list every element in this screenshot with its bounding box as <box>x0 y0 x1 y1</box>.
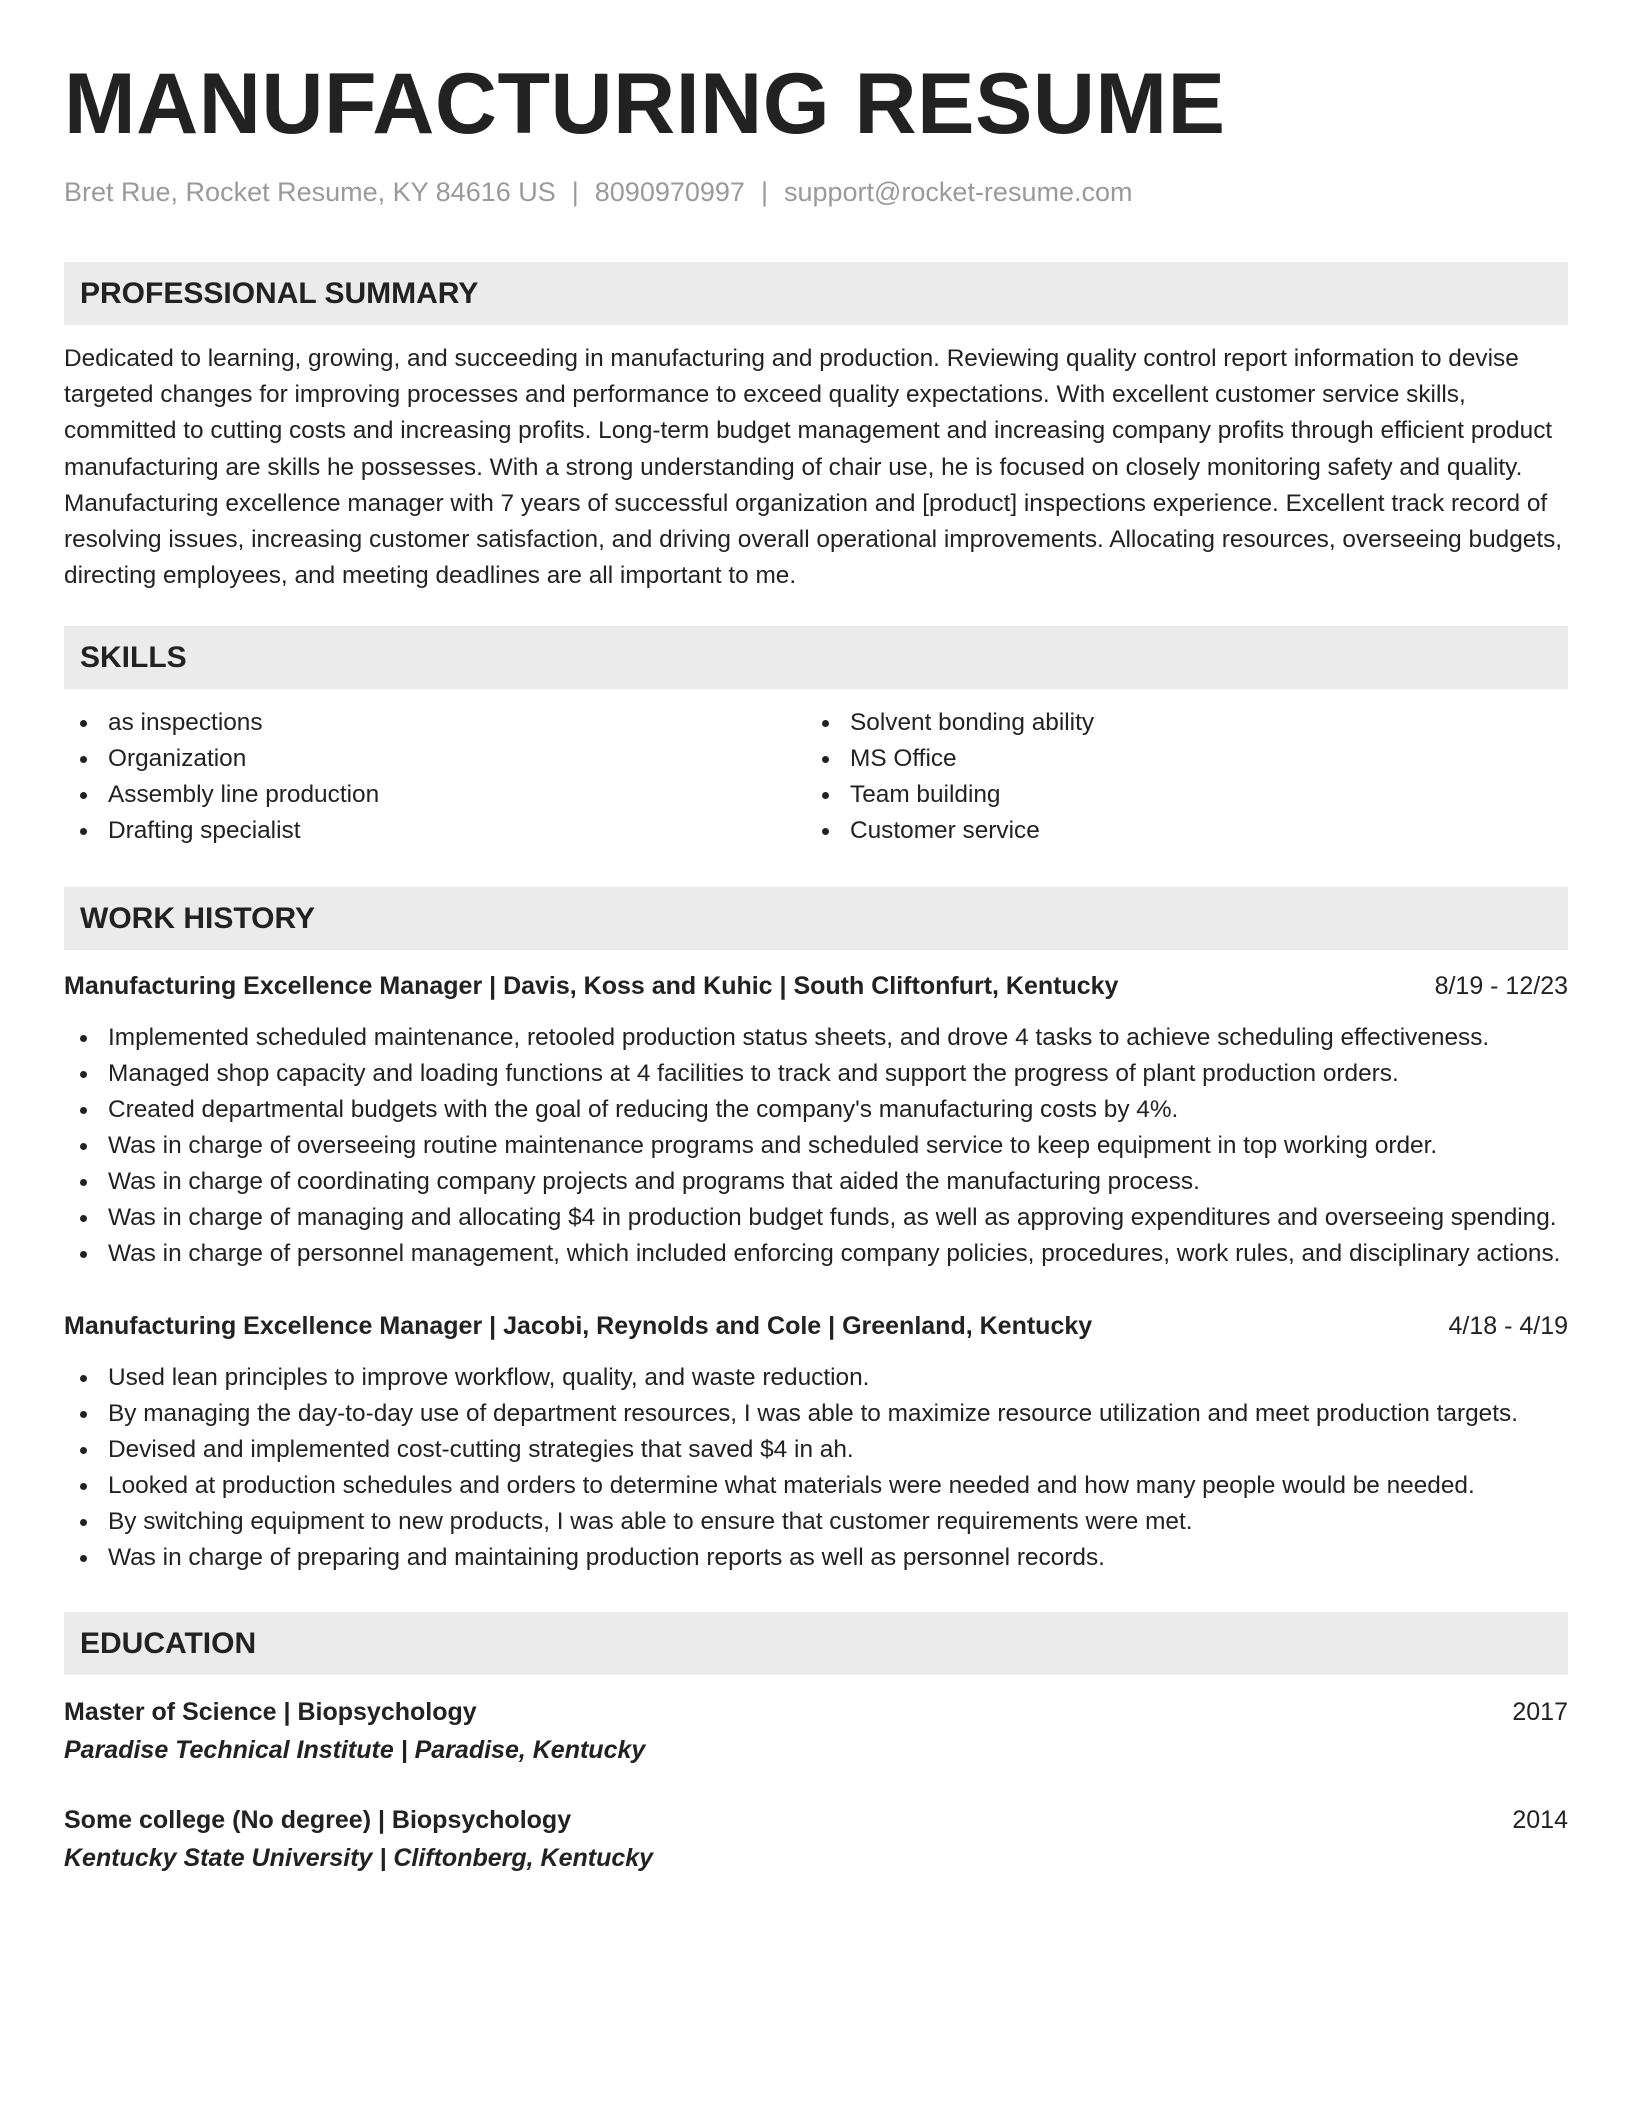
summary-heading: PROFESSIONAL SUMMARY <box>64 262 1568 325</box>
education-entry <box>64 1693 1568 1769</box>
summary-text: Dedicated to learning, growing, and succeeding in manufacturing and production. Reviewing quality control report information to devise targeted changes for improving processes and performance to exceed quality expectations. With excellent customer service skills, committed to cutting costs and increasing profits. Long-term budget management and increasing company profits through efficient product manufacturing are skills he possesses. With a strong understanding of chair use, he is focused on closely monitoring safety and quality. Manufacturing excellence manager with 7 years of successful organization and [product] inspections experience. Excellent track record of resolving issues, increasing customer satisfaction, and driving overall operational improvements. Allocating resources, overseeing budgets, directing employees, and meeting deadlines are all important to me. <box>64 345 1563 590</box>
job-bullet: Created departmental budgets with the goal of reducing the company's manufacturing costs by 4%. <box>64 1092 1568 1128</box>
job-title: Manufacturing Excellence Manager | Jacobi, Reynolds and Cole | Greenland, Kentucky <box>64 1312 1093 1341</box>
education-degree: Some college (No degree) | Biopsychology <box>64 1806 572 1835</box>
job-bullet: Was in charge of preparing and maintaining production reports as well as personnel records. <box>64 1540 1568 1576</box>
skill-item: Drafting specialist <box>64 813 806 849</box>
skill-item: Organization <box>64 741 806 777</box>
education-school: Paradise Technical Institute | Paradise, Kentucky <box>64 1736 646 1765</box>
skills-column-right <box>806 705 1548 849</box>
contact-line <box>64 174 1568 210</box>
job-entry <box>64 1308 1568 1576</box>
education-header <box>64 1693 1568 1731</box>
skill-item: MS Office <box>806 741 1548 777</box>
job-bullet: Was in charge of managing and allocating $4 in production budget funds, as well as approving expenditures and overseeing spending. <box>64 1200 1568 1236</box>
job-bullet: Looked at production schedules and orders to determine what materials were needed and how many people would be needed. <box>64 1468 1568 1504</box>
contact-separator: | <box>571 177 579 207</box>
job-bullet: Was in charge of coordinating company projects and programs that aided the manufacturing process. <box>64 1164 1568 1200</box>
job-title: Manufacturing Excellence Manager | Davis, Koss and Kuhic | South Cliftonfurt, Kentucky <box>64 972 1119 1001</box>
education-header <box>64 1801 1568 1839</box>
contact-address: Bret Rue, Rocket Resume, KY 84616 US <box>64 177 556 207</box>
job-bullet: Was in charge of overseeing routine maintenance programs and scheduled service to keep equipment in top working order. <box>64 1128 1568 1164</box>
job-bullet: Devised and implemented cost-cutting strategies that saved $4 in ah. <box>64 1432 1568 1468</box>
job-dates: 4/18 - 4/19 <box>1448 1312 1568 1341</box>
skill-item: Customer service <box>806 813 1548 849</box>
skill-item: Solvent bonding ability <box>806 705 1548 741</box>
job-header <box>64 968 1568 1004</box>
skills-list <box>64 705 1568 849</box>
job-bullet: Used lean principles to improve workflow, quality, and waste reduction. <box>64 1360 1568 1396</box>
job-entry <box>64 968 1568 1272</box>
contact-phone: 8090970997 <box>594 177 745 207</box>
skill-item: Assembly line production <box>64 777 806 813</box>
contact-separator: | <box>760 177 768 207</box>
resume-title: MANUFACTURING RESUME <box>64 56 1226 152</box>
skills-heading: SKILLS <box>64 626 1568 689</box>
job-bullet: Managed shop capacity and loading functions at 4 facilities to track and support the progress of plant production orders. <box>64 1056 1568 1092</box>
job-bullet: By managing the day-to-day use of department resources, I was able to maximize resource utilization and meet production targets. <box>64 1396 1568 1432</box>
education-degree: Master of Science | Biopsychology <box>64 1698 477 1727</box>
education-year: 2017 <box>1512 1698 1568 1727</box>
education-school: Kentucky State University | Cliftonberg, Kentucky <box>64 1844 654 1873</box>
job-bullets <box>64 1020 1568 1272</box>
skill-item: as inspections <box>64 705 806 741</box>
education-year: 2014 <box>1512 1806 1568 1835</box>
education-heading: EDUCATION <box>64 1612 1568 1675</box>
job-dates: 8/19 - 12/23 <box>1434 972 1568 1001</box>
job-bullet: By switching equipment to new products, I was able to ensure that customer requirements were met. <box>64 1504 1568 1540</box>
job-header <box>64 1308 1568 1344</box>
work-history-heading: WORK HISTORY <box>64 887 1568 950</box>
job-bullets <box>64 1360 1568 1576</box>
job-bullet: Was in charge of personnel management, which included enforcing company policies, procedures, work rules, and disciplinary actions. <box>64 1236 1568 1272</box>
skill-item: Team building <box>806 777 1548 813</box>
skills-column-left <box>64 705 806 849</box>
education-entry <box>64 1801 1568 1877</box>
resume-page <box>64 56 1568 1877</box>
contact-email: support@rocket-resume.com <box>783 177 1133 207</box>
job-bullet: Implemented scheduled maintenance, retooled production status sheets, and drove 4 tasks to achieve scheduling effectiveness. <box>64 1020 1568 1056</box>
